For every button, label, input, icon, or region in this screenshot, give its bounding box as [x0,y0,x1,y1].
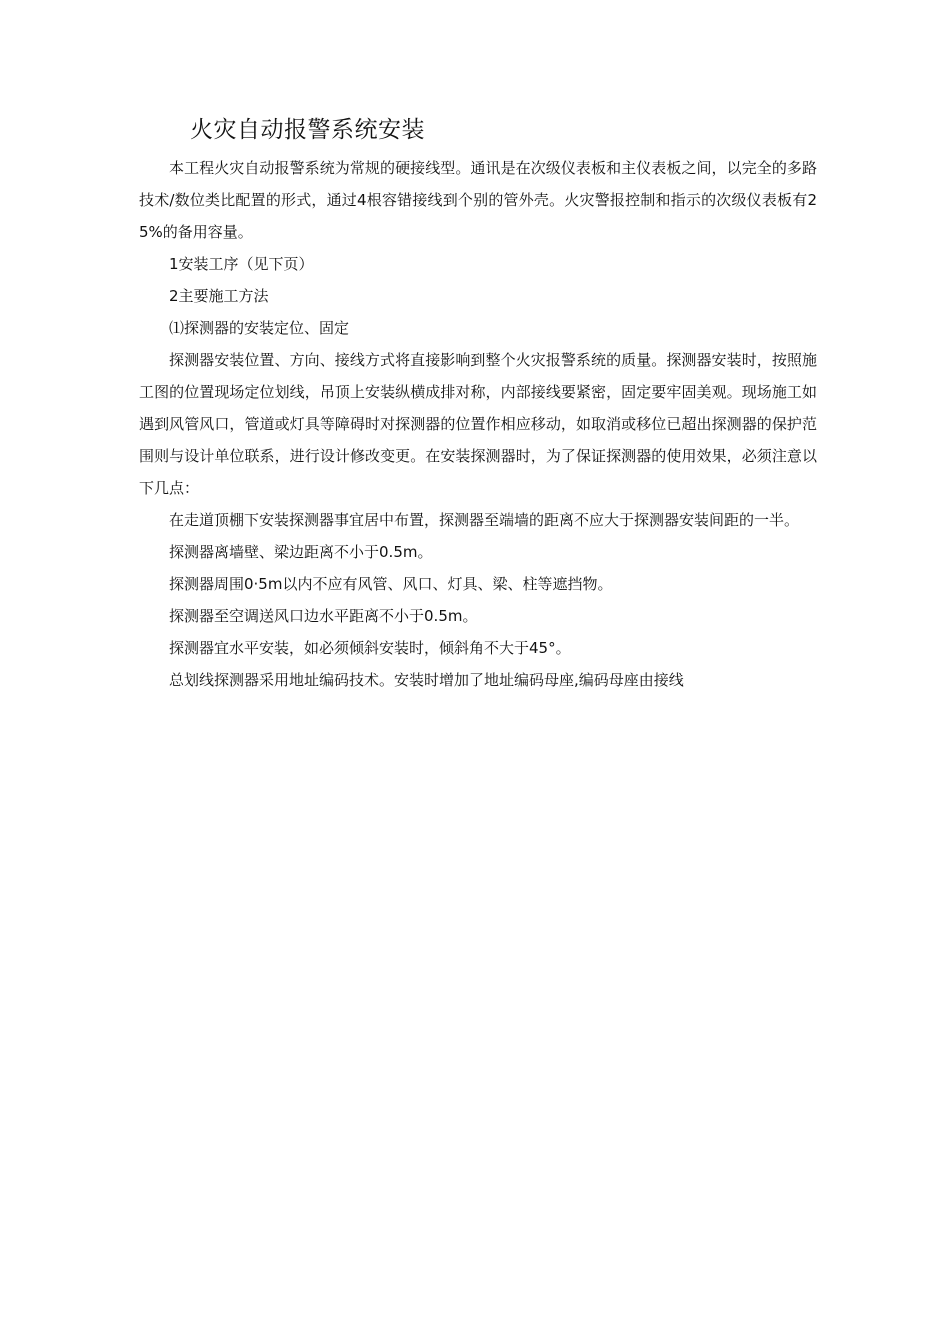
paragraph-air-vent-distance: 探测器至空调送风口边水平距离不小于0.5m。 [169,607,478,625]
subsection-heading-detector-positioning: ⑴探测器的安装定位、固定 [169,319,350,337]
document-title: 火灾自动报警系统安装 [190,117,425,143]
paragraph-tilt-angle: 探测器宜水平安装，如必须倾斜安装时，倾斜角不大于45°。 [169,639,571,657]
section-heading-construction-methods: 2主要施工方法 [169,287,269,305]
paragraph-detector-installation: 探测器安装位置、方向、接线方式将直接影响到整个火灾报警系统的质量。探测器安装时，按照施工图的位置现场定位划线，吊顶上安装纵横成排对称，内部接线要紧密，固定要牢固美观。现场施工如遇到风管风口，管道或灯具等障碍时对探测器的位置作相应移动，如取消或移位已超出探测器的保护范围则与设计单位联系，进行设计修改变更。在安装探测器时，为了保证探测器的使用效果，必须注意以下几点： [139,351,817,497]
paragraph-address-coding: 总划线探测器采用地址编码技术。安装时增加了地址编码母座,编码母座由接线 [169,671,684,689]
paragraph-corridor-layout: 在走道顶棚下安装探测器事宜居中布置，探测器至端墙的距离不应大于探测器安装间距的一半。 [169,511,800,529]
document-body [139,152,817,696]
paragraph-wall-distance: 探测器离墙壁、梁边距离不小于0.5m。 [169,543,433,561]
section-heading-install-process: 1安装工序（见下页） [169,255,314,273]
paragraph-obstruction-clearance: 探测器周围0·5m以内不应有风管、风口、灯具、梁、柱等遮挡物。 [169,575,613,593]
paragraph-intro: 本工程火灾自动报警系统为常规的硬接线型。通讯是在次级仪表板和主仪表板之间，以完全的多路技术/数位类比配置的形式，通过4根容错接线到个别的管外壳。火灾警报控制和指示的次级仪表板有25%的备用容量。 [139,159,817,241]
